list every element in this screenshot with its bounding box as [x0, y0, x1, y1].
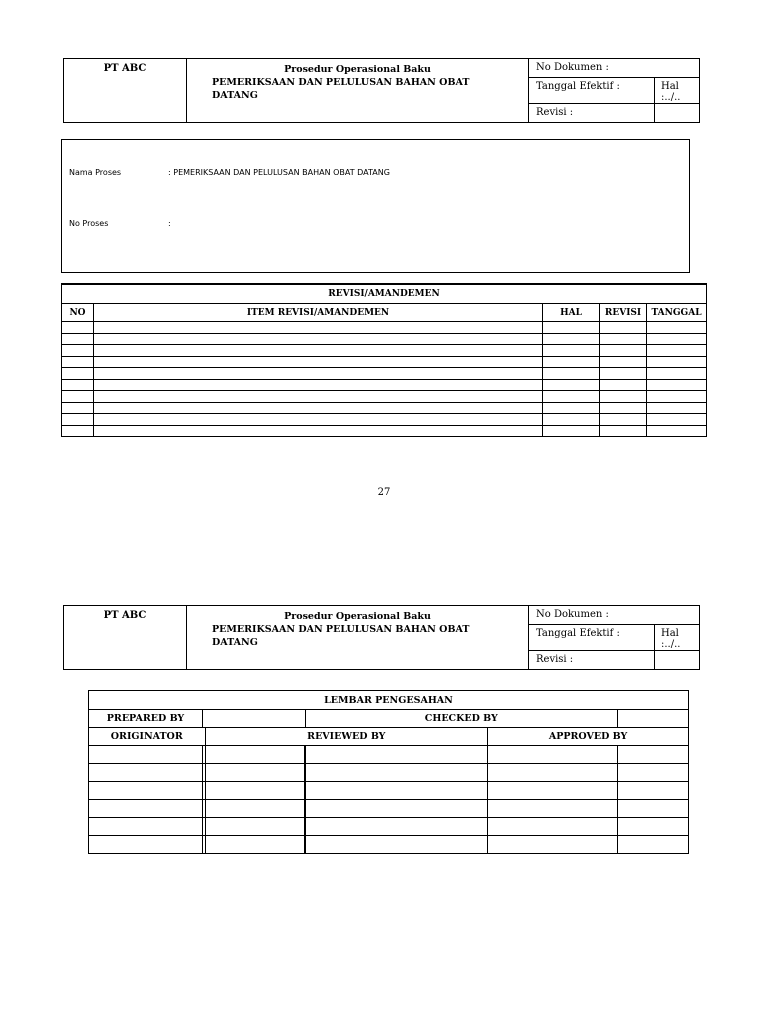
- revision-row: [62, 402, 707, 414]
- document-header-1: [63, 58, 700, 123]
- approval-cell: [617, 818, 688, 836]
- approval-cell: [617, 782, 688, 800]
- revision-row: [62, 345, 707, 357]
- revision-cell: [600, 368, 647, 380]
- approval-cell: [89, 764, 203, 782]
- approval-cell: [305, 818, 487, 836]
- revision-table-title: REVISI/AMANDEMEN: [62, 284, 707, 304]
- revision-cell: [647, 333, 707, 345]
- revision-cell: [94, 402, 543, 414]
- revision-cell: [62, 368, 94, 380]
- revision-cell: [94, 322, 543, 334]
- revision-cell: [647, 402, 707, 414]
- title-line-1: Prosedur Operasional Baku: [284, 64, 431, 75]
- revision-cell: [600, 345, 647, 357]
- revision-row: [62, 368, 707, 380]
- revision-row: [62, 379, 707, 391]
- approval-table: [88, 690, 689, 854]
- checked-by-value: [617, 710, 688, 728]
- approval-cell: [488, 818, 618, 836]
- prepared-by-value: [203, 710, 306, 728]
- revision-table: [61, 283, 707, 437]
- approval-cell: [617, 764, 688, 782]
- no-proses-value: :: [168, 219, 171, 228]
- prepared-by-label: PREPARED BY: [89, 710, 203, 728]
- revision-cell: [647, 368, 707, 380]
- title-line-2: PEMERIKSAAN DAN PELULUSAN BAHAN OBAT: [212, 624, 470, 635]
- revision-cell: [62, 345, 94, 357]
- tanggal-efektif: Tanggal Efektif :: [529, 625, 655, 651]
- revision-cell: [62, 425, 94, 437]
- approval-row: [89, 746, 689, 764]
- revision-cell: [62, 322, 94, 334]
- revision-cell: [600, 425, 647, 437]
- revision-cell: [600, 356, 647, 368]
- revision-cell: [543, 425, 600, 437]
- revision-cell: [647, 414, 707, 426]
- revision-cell: [543, 391, 600, 403]
- approval-title: LEMBAR PENGESAHAN: [89, 691, 689, 710]
- revision-cell: [94, 414, 543, 426]
- revision-cell: [600, 333, 647, 345]
- revisi-value: [655, 651, 700, 670]
- company-name: PT ABC: [64, 59, 187, 123]
- revision-row: [62, 391, 707, 403]
- col-no: NO: [62, 304, 94, 322]
- company-name: PT ABC: [64, 606, 187, 670]
- approval-cell: [89, 836, 203, 854]
- revision-cell: [62, 333, 94, 345]
- revision-cell: [543, 356, 600, 368]
- no-proses-label: No Proses: [69, 219, 109, 228]
- process-box: [61, 139, 690, 273]
- approval-cell: [305, 800, 487, 818]
- checked-by-label: CHECKED BY: [305, 710, 617, 728]
- revision-cell: [647, 425, 707, 437]
- approval-cell: [89, 800, 203, 818]
- approval-row: [89, 836, 689, 854]
- title-line-1: Prosedur Operasional Baku: [284, 611, 431, 622]
- col-hal: HAL: [543, 304, 600, 322]
- approval-cell: [205, 818, 305, 836]
- revision-cell: [62, 379, 94, 391]
- approval-cell: [89, 818, 203, 836]
- revision-cell: [600, 379, 647, 391]
- approval-cell: [488, 746, 618, 764]
- document-title: [187, 606, 529, 670]
- approval-rows: [89, 746, 689, 854]
- revision-cell: [62, 402, 94, 414]
- page-number: 27: [377, 487, 391, 498]
- approval-cell: [617, 800, 688, 818]
- approval-cell: [305, 746, 487, 764]
- revision-cell: [600, 414, 647, 426]
- revision-cell: [543, 379, 600, 391]
- approval-cell: [205, 746, 305, 764]
- revision-cell: [543, 402, 600, 414]
- revision-cell: [600, 322, 647, 334]
- reviewed-by-label: REVIEWED BY: [205, 728, 488, 746]
- revision-cell: [62, 414, 94, 426]
- approval-cell: [305, 764, 487, 782]
- approval-cell: [205, 800, 305, 818]
- document-title: [187, 59, 529, 123]
- approval-cell: [488, 836, 618, 854]
- approval-row: [89, 782, 689, 800]
- col-revisi: REVISI: [600, 304, 647, 322]
- revision-row: [62, 333, 707, 345]
- revision-cell: [647, 345, 707, 357]
- revision-cell: [543, 368, 600, 380]
- revision-cell: [94, 379, 543, 391]
- revision-cell: [62, 356, 94, 368]
- revision-row: [62, 414, 707, 426]
- col-tanggal: TANGGAL: [647, 304, 707, 322]
- title-line-3: DATANG: [212, 637, 258, 648]
- approval-cell: [305, 782, 487, 800]
- no-dokumen: No Dokumen :: [529, 59, 700, 78]
- title-line-3: DATANG: [212, 90, 258, 101]
- nama-proses-label: Nama Proses: [69, 168, 122, 177]
- document-header-2: [63, 605, 700, 670]
- revision-row: [62, 425, 707, 437]
- revision-cell: [647, 356, 707, 368]
- revision-cell: [94, 345, 543, 357]
- revision-cell: [600, 402, 647, 414]
- approval-cell: [205, 782, 305, 800]
- approval-cell: [488, 764, 618, 782]
- revision-cell: [543, 322, 600, 334]
- revisi-value: [655, 104, 700, 123]
- approval-cell: [617, 836, 688, 854]
- approval-row: [89, 818, 689, 836]
- hal: Hal :../..: [655, 78, 700, 104]
- approval-cell: [205, 764, 305, 782]
- revision-cell: [94, 356, 543, 368]
- approved-by-label: APPROVED BY: [488, 728, 689, 746]
- revision-rows: [62, 322, 707, 437]
- revision-cell: [94, 425, 543, 437]
- approval-cell: [205, 836, 305, 854]
- revision-cell: [647, 379, 707, 391]
- revision-cell: [94, 333, 543, 345]
- col-item: ITEM REVISI/AMANDEMEN: [94, 304, 543, 322]
- originator-label: ORIGINATOR: [89, 728, 206, 746]
- tanggal-efektif: Tanggal Efektif :: [529, 78, 655, 104]
- revision-cell: [543, 345, 600, 357]
- approval-cell: [89, 746, 203, 764]
- approval-cell: [89, 782, 203, 800]
- revision-cell: [647, 322, 707, 334]
- revisi: Revisi :: [529, 104, 655, 123]
- approval-cell: [305, 836, 487, 854]
- revision-row: [62, 356, 707, 368]
- revision-row: [62, 322, 707, 334]
- title-line-2: PEMERIKSAAN DAN PELULUSAN BAHAN OBAT: [212, 77, 470, 88]
- hal: Hal :../..: [655, 625, 700, 651]
- revision-cell: [94, 391, 543, 403]
- approval-cell: [617, 746, 688, 764]
- revision-cell: [600, 391, 647, 403]
- approval-row: [89, 800, 689, 818]
- approval-row: [89, 764, 689, 782]
- nama-proses-value: : PEMERIKSAAN DAN PELULUSAN BAHAN OBAT DATANG: [168, 168, 390, 177]
- revision-cell: [62, 391, 94, 403]
- revision-cell: [94, 368, 543, 380]
- revision-cell: [543, 414, 600, 426]
- revision-cell: [647, 391, 707, 403]
- approval-cell: [488, 782, 618, 800]
- revisi: Revisi :: [529, 651, 655, 670]
- approval-cell: [488, 800, 618, 818]
- no-dokumen: No Dokumen :: [529, 606, 700, 625]
- revision-cell: [543, 333, 600, 345]
